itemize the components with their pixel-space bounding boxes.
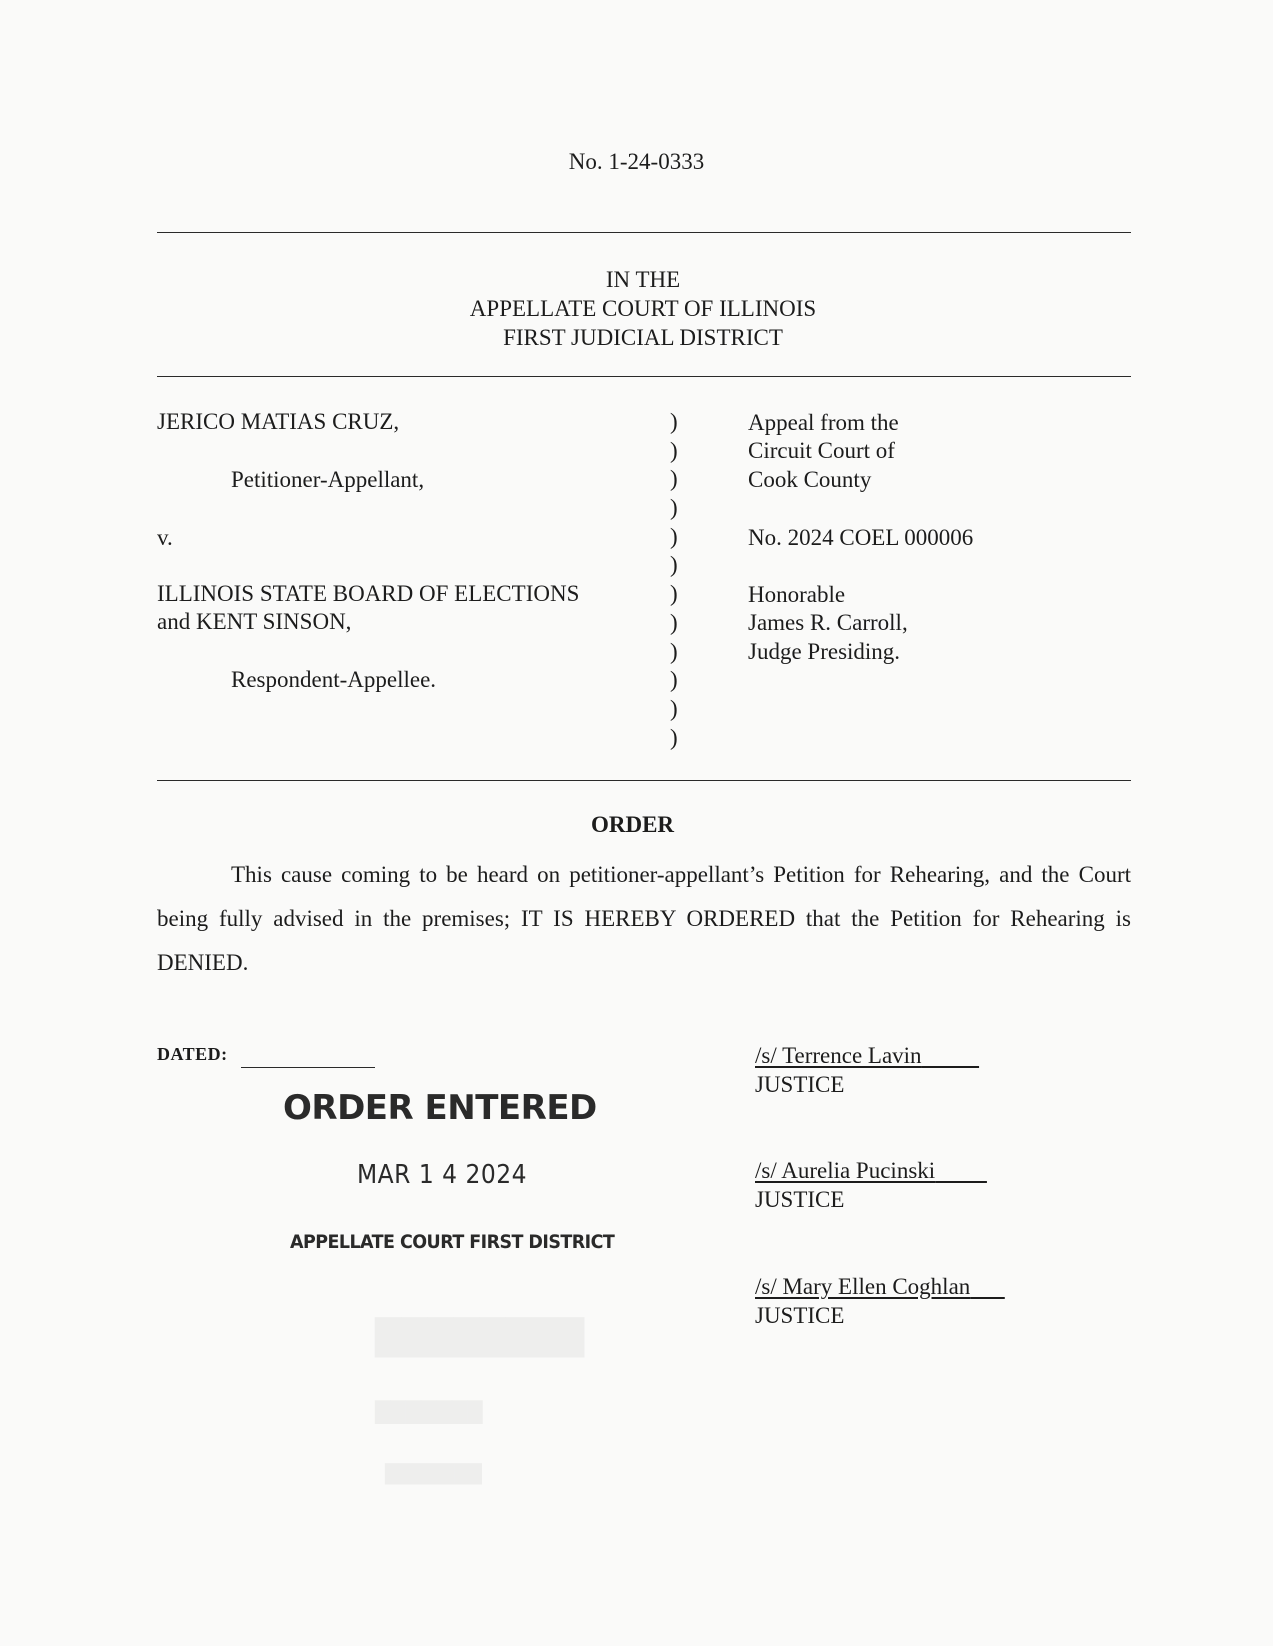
- order-heading: ORDER: [590, 812, 675, 837]
- respondent-role: Respondent-Appellee.: [231, 667, 437, 692]
- paren-mark: ): [670, 409, 678, 434]
- paren-mark: ): [670, 437, 678, 463]
- trial-case-number: No. 2024 COEL 000006: [748, 525, 974, 550]
- court-line-1: IN THE: [605, 267, 681, 292]
- stamp-order-entered: ORDER ENTERED: [283, 1088, 597, 1128]
- bleed-through-mark: [375, 1318, 584, 1358]
- paren-mark: ): [670, 523, 678, 549]
- signature-2-name: /s/ Aurelia Pucinski: [755, 1158, 936, 1183]
- respondent-line-1: ILLINOIS STATE BOARD OF ELECTIONS: [157, 581, 580, 606]
- signature-2-title: JUSTICE: [755, 1187, 845, 1212]
- signature-3-name: /s/ Mary Ellen Coghlan: [755, 1274, 971, 1299]
- paren-mark: ): [670, 695, 678, 721]
- appeal-line-2: Circuit Court of: [748, 438, 895, 463]
- caption-bottom-rule: [157, 780, 1131, 781]
- respondent-line-2: and KENT SINSON,: [157, 609, 352, 634]
- appeal-line-3: Cook County: [748, 467, 872, 492]
- judge-line-3: Judge Presiding.: [748, 639, 901, 664]
- paren-mark: ): [670, 552, 678, 578]
- paren-mark: ): [670, 495, 678, 521]
- court-heading: [0, 265, 1273, 352]
- paren-mark: ): [670, 466, 678, 492]
- paren-mark: ): [670, 638, 678, 664]
- court-line-2: APPELLATE COURT OF ILLINOIS: [469, 296, 817, 321]
- petitioner-role: Petitioner-Appellant,: [231, 467, 425, 492]
- paren-mark: ): [670, 667, 678, 693]
- dated-label: DATED:: [157, 1044, 228, 1064]
- judge-line-2: James R. Carroll,: [748, 610, 908, 635]
- order-body: [157, 853, 1131, 985]
- appeal-line-1: Appeal from the: [748, 410, 899, 435]
- caption-paren-column: [670, 408, 678, 752]
- paren-mark: ): [670, 581, 678, 607]
- paren-mark: ): [670, 724, 678, 750]
- case-number: No. 1-24-0333: [568, 149, 705, 174]
- stamp-date: MAR 1 4 2024: [357, 1160, 527, 1190]
- caption-top-rule: [157, 376, 1131, 377]
- signature-1-title: JUSTICE: [755, 1072, 845, 1097]
- versus-label: v.: [157, 525, 173, 550]
- bleed-through-mark: [385, 1464, 482, 1485]
- signature-3-title: JUSTICE: [755, 1303, 845, 1328]
- paren-mark: ): [670, 609, 678, 635]
- order-body-text: This cause coming to be heard on petitioner-appellant’s Petition for Rehearing, and the Court being fully advised in the premises; IT IS HEREBY ORDERED that the Petition for Rehearing is DENIED.: [157, 862, 1131, 975]
- stamp-court: APPELLATE COURT FIRST DISTRICT: [290, 1231, 615, 1253]
- judge-line-1: Honorable: [748, 582, 846, 607]
- court-line-3: FIRST JUDICIAL DISTRICT: [503, 325, 783, 350]
- dated-blank-line: [241, 1067, 375, 1068]
- top-rule: [157, 232, 1131, 233]
- bleed-through-mark: [375, 1400, 483, 1424]
- signature-1-name: /s/ Terrence Lavin: [755, 1043, 922, 1068]
- petitioner-name: JERICO MATIAS CRUZ,: [157, 409, 400, 434]
